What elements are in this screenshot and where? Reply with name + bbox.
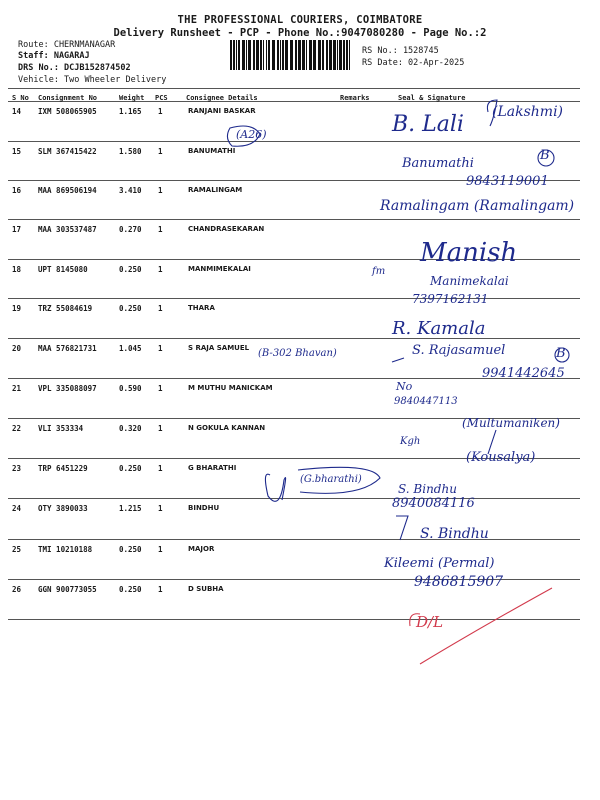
cell-weight: 1.045 [119, 344, 142, 353]
cell-consignment: OTY 3890033 [38, 504, 88, 513]
cell-consignment: TRZ 55084619 [38, 304, 93, 313]
cell-consignee: MAJOR [188, 545, 215, 553]
cell-sno: 16 [12, 186, 22, 195]
signature-scribble [488, 430, 496, 454]
cell-sno: 22 [12, 424, 22, 433]
cell-sno: 23 [12, 464, 22, 473]
cell-weight: 1.580 [119, 147, 142, 156]
signature-text: 9941442645 [482, 366, 565, 381]
signature-scribble [396, 516, 408, 540]
cell-consignment: IXM 508065905 [38, 107, 97, 116]
signature-text: B. Lali [392, 112, 464, 137]
col-consignment: Consignment No [38, 94, 98, 102]
cell-consignee: S RAJA SAMUEL [188, 344, 250, 352]
signature-text: 9486815907 [414, 574, 504, 590]
cell-weight: 3.410 [119, 186, 142, 195]
cell-sno: 17 [12, 225, 22, 234]
signature-scribble [298, 467, 380, 493]
cell-consignee: MANMIMEKALAI [188, 265, 251, 273]
cell-pcs: 1 [158, 384, 163, 393]
route-label: Route: CHERNMANAGAR [18, 40, 116, 50]
col-pcs: PCS [155, 94, 168, 102]
cell-consignment: UPT 8145080 [38, 265, 88, 274]
delivery-mark: D/L [416, 613, 444, 631]
cell-consignment: TRP 6451229 [38, 464, 88, 473]
cell-weight: 1.215 [119, 504, 142, 513]
signature-scribble [392, 358, 404, 362]
cell-consignee: CHANDRASEKARAN [188, 225, 265, 233]
vehicle-label: Vehicle: Two Wheeler Delivery [18, 75, 167, 85]
signature-text: Banumathi [402, 156, 474, 171]
cell-sno: 18 [12, 265, 22, 274]
signature-scribble [555, 348, 569, 362]
col-sno: S No [12, 94, 29, 102]
cell-pcs: 1 [158, 147, 163, 156]
cell-weight: 0.250 [119, 304, 142, 313]
col-remarks: Remarks [340, 94, 370, 102]
cell-pcs: 1 [158, 344, 163, 353]
cell-consignee: BINDHU [188, 504, 220, 512]
signature-text: R. Kamala [392, 318, 486, 339]
signature-scribble [227, 126, 260, 146]
drs-number: DRS No.: DCJB152874502 [18, 63, 131, 73]
cell-pcs: 1 [158, 424, 163, 433]
signature-text: Manish [420, 238, 518, 268]
company-name: THE PROFESSIONAL COURIERS, COIMBATORE [177, 14, 423, 26]
handwritten-note: (G.bharathi) [300, 474, 362, 485]
cell-consignment: MAA 869506194 [38, 186, 97, 195]
cell-consignee: THARA [188, 304, 215, 312]
delivery-scribble [410, 614, 420, 626]
cell-consignee: BANUMATHI [188, 147, 236, 155]
runsheet-subtitle: Delivery Runsheet - PCP - Phone No.:9047080280 - Page No.:2 [113, 27, 487, 39]
cell-consignment: MAA 303537487 [38, 225, 97, 234]
signature-scribble [265, 474, 285, 501]
signature-text: Ramalingam (Ramalingam) [380, 198, 575, 214]
signature-text: 8940084116 [392, 496, 475, 511]
cell-consignee: M MUTHU MANICKAM [188, 384, 273, 392]
delivery-line [420, 588, 552, 664]
signature-text: (Multumaniken) [462, 416, 560, 430]
cell-pcs: 1 [158, 107, 163, 116]
cell-weight: 0.320 [119, 424, 142, 433]
cell-sno: 19 [12, 304, 22, 313]
signature-mark: B [556, 346, 566, 361]
cell-sno: 25 [12, 545, 22, 554]
cell-pcs: 1 [158, 504, 163, 513]
col-consignee: Consignee Details [186, 94, 258, 102]
cell-consignment: GGN 900773055 [38, 585, 97, 594]
cell-pcs: 1 [158, 585, 163, 594]
signature-mark: B [540, 148, 550, 163]
signature-text: S. Bindhu [398, 482, 457, 496]
rs-number: RS No.: 1528745 [362, 46, 439, 56]
cell-sno: 14 [12, 107, 22, 116]
signature-scribble [487, 100, 497, 126]
col-weight: Weight [119, 94, 145, 102]
cell-consignment: VPL 335088097 [38, 384, 97, 393]
signature-text: S. Rajasamuel [412, 343, 506, 358]
cell-weight: 0.250 [119, 265, 142, 274]
cell-pcs: 1 [158, 304, 163, 313]
cell-sno: 20 [12, 344, 22, 353]
cell-sno: 26 [12, 585, 22, 594]
cell-sno: 15 [12, 147, 22, 156]
signature-text: (Kousalya) [466, 450, 536, 465]
signature-text: (Lakshmi) [492, 104, 564, 120]
signature-text: S. Bindhu [420, 526, 489, 542]
signature-mark: fm [372, 266, 386, 277]
cell-sno: 21 [12, 384, 22, 393]
staff-label: Staff: NAGARAJ [18, 51, 90, 61]
cell-consignee: N GOKULA KANNAN [188, 424, 266, 432]
signature-text: Manimekalai [430, 274, 509, 288]
signature-mark: Kgh [400, 436, 421, 447]
signature-mark: No [396, 380, 413, 393]
cell-pcs: 1 [158, 186, 163, 195]
rs-date: RS Date: 02-Apr-2025 [362, 58, 465, 68]
cell-sno: 24 [12, 504, 22, 513]
cell-weight: 0.250 [119, 545, 142, 554]
handwritten-note: (B-302 Bhavan) [258, 348, 337, 359]
cell-weight: 0.270 [119, 225, 142, 234]
signature-scribble [538, 150, 554, 166]
cell-consignment: VLI 353334 [38, 424, 84, 433]
cell-weight: 1.165 [119, 107, 142, 116]
cell-weight: 0.590 [119, 384, 142, 393]
signature-text: 7397162131 [412, 292, 489, 306]
cell-pcs: 1 [158, 464, 163, 473]
signature-text: 9840447113 [394, 396, 458, 407]
handwritten-note: (A26) [236, 128, 267, 141]
cell-consignee: D SUBHA [188, 585, 224, 593]
signature-text: Kileemi (Permal) [384, 556, 495, 571]
cell-consignee: G BHARATHI [188, 464, 237, 472]
cell-pcs: 1 [158, 225, 163, 234]
cell-consignment: SLM 367415422 [38, 147, 97, 156]
cell-consignee: RANJANI BASKAR [188, 107, 256, 115]
cell-weight: 0.250 [119, 585, 142, 594]
signature-text: 9843119001 [466, 174, 549, 189]
cell-consignee: RAMALINGAM [188, 186, 243, 194]
cell-weight: 0.250 [119, 464, 142, 473]
cell-pcs: 1 [158, 545, 163, 554]
cell-consignment: MAA 576821731 [38, 344, 97, 353]
col-signature: Seal & Signature [398, 94, 466, 102]
cell-consignment: TMI 10210188 [38, 545, 93, 554]
cell-pcs: 1 [158, 265, 163, 274]
